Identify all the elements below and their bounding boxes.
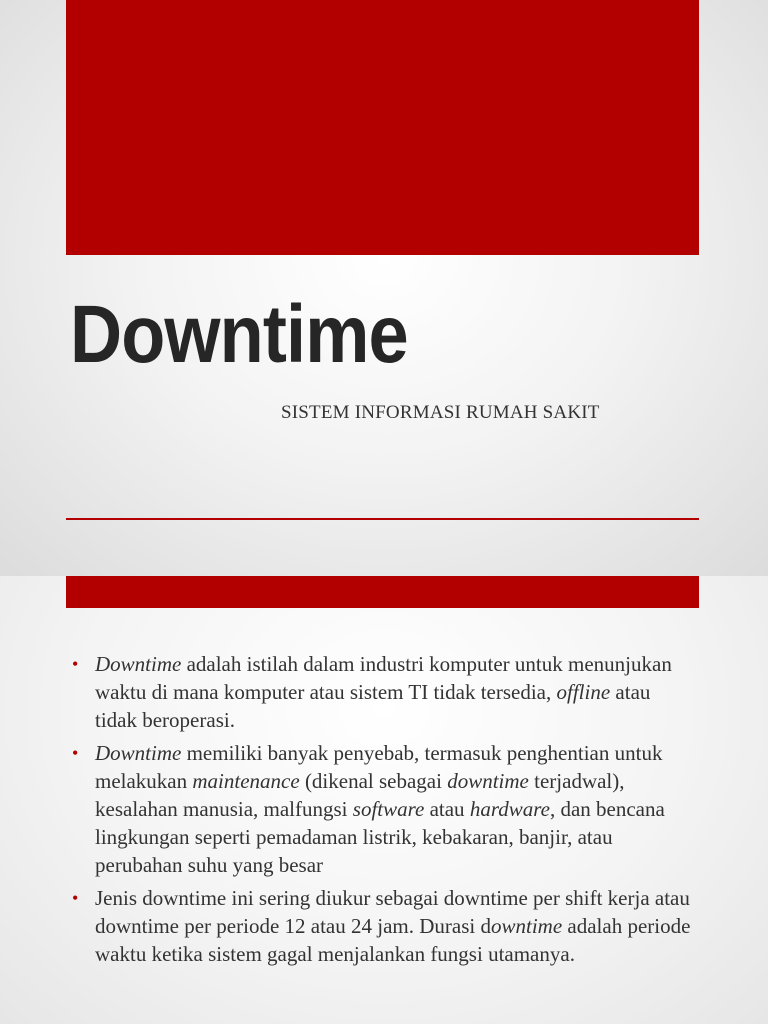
content-red-bar xyxy=(66,576,699,608)
bullet-text: Downtime adalah istilah dalam industri komputer untuk menunjukan waktu di mana komputer atau sistem TI tidak tersedia, offline atau tidak beroperasi. xyxy=(95,652,672,732)
title-red-block xyxy=(66,0,699,255)
bullet-icon: • xyxy=(72,743,79,763)
bullet-item xyxy=(72,739,692,879)
bullet-list xyxy=(72,650,692,973)
bullet-text: Downtime memiliki banyak penyebab, termasuk penghentian untuk melakukan maintenance (dikenal sebagai downtime terjadwal), kesalahan manusia, malfungsi software atau hardware, dan bencana lingkungan seperti pemadaman listrik, kebakaran, banjir, atau perubahan suhu yang besar xyxy=(95,741,665,877)
slide-title: Downtime xyxy=(70,289,408,380)
bullet-text: Jenis downtime ini sering diukur sebagai downtime per shift kerja atau downtime per periode 12 atau 24 jam. Durasi downtime adalah periode waktu ketika sistem gagal menjalankan fungsi utamanya. xyxy=(95,886,691,966)
bullet-icon: • xyxy=(72,654,79,674)
content-slide xyxy=(0,576,768,1024)
title-divider-line xyxy=(66,518,699,520)
bullet-item xyxy=(72,650,692,734)
bullet-icon: • xyxy=(72,888,79,908)
bullet-item xyxy=(72,884,692,968)
slide-subtitle: SISTEM INFORMASI RUMAH SAKIT xyxy=(281,402,600,423)
